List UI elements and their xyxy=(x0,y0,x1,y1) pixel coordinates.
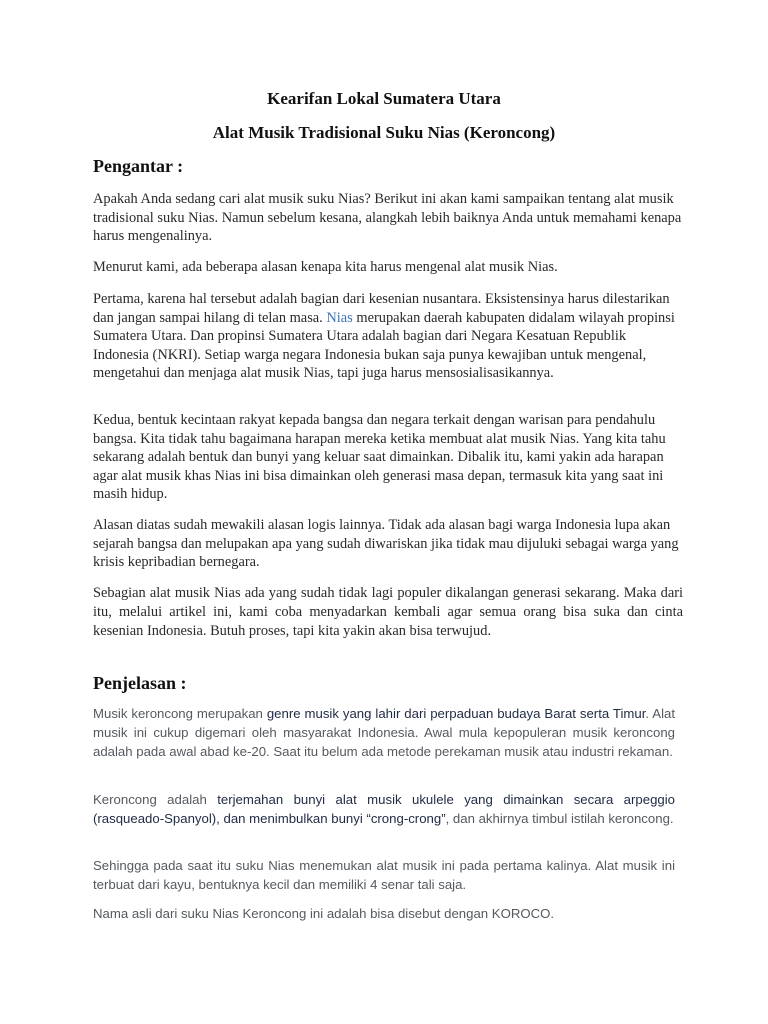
explain-paragraph-2-text-b: , dan akhirnya timbul istilah keroncong. xyxy=(445,811,674,826)
intro-paragraph-1: Apakah Anda sedang cari alat musik suku Nias? Berikut ini akan kami sampaikan tentang alat musik tradisional suku Nias. Namun sebelum kesana, alangkah lebih baiknya Anda untuk memahami kenapa harus mengenalinya. xyxy=(93,191,682,244)
intro-paragraph-6: Sebagian alat musik Nias ada yang sudah tidak lagi populer dikalangan generasi sekarang. Maka dari itu, melalui artikel ini, kami coba menyadarkan kembali agar semua orang bisa suka dan cinta kesenian Indonesia. Butuh proses, tapi kita yakin akan bisa terwujud. xyxy=(93,585,683,639)
document-subtitle: Alat Musik Tradisional Suku Nias (Keroncong) xyxy=(212,123,556,142)
explain-paragraph-2-emphasis: terjemahan bunyi alat musik ukulele yang dimainkan secara arpeggio (rasqueado-Spanyol), dan menimbulkan bunyi “crong-crong” xyxy=(93,792,676,826)
explain-paragraph-2-text-a: Keroncong adalah xyxy=(93,792,218,807)
explain-paragraph-1-text-a: Musik keroncong merupakan xyxy=(93,706,267,721)
explain-paragraph-1-text-b: . Alat musik ini cukup digemari oleh masyarakat Indonesia. Awal mula kepopuleran musik keroncong adalah pada awal abad ke-20. Saat itu belum ada metode perekaman musik atau industri rekaman. xyxy=(93,706,675,759)
nias-link[interactable]: Nias xyxy=(326,309,353,326)
explain-paragraph-2 xyxy=(93,790,675,828)
explain-paragraph-1-emphasis: genre musik yang lahir dari perpaduan budaya Barat serta Timur xyxy=(266,706,646,721)
intro-paragraph-2: Menurut kami, ada beberapa alasan kenapa kita harus mengenal alat musik Nias. xyxy=(93,259,558,275)
intro-paragraph-3 xyxy=(93,290,683,383)
section-heading-intro: Pengantar : xyxy=(93,156,184,176)
explain-paragraph-3: Sehingga pada saat itu suku Nias menemukan alat musik ini pada pertama kalinya. Alat musik ini terbuat dari kayu, bentuknya kecil dan memiliki 4 senar tali saja. xyxy=(93,858,675,892)
explain-paragraph-4: Nama asli dari suku Nias Keroncong ini adalah bisa disebut dengan KOROCO. xyxy=(93,906,555,921)
intro-paragraph-4: Kedua, bentuk kecintaan rakyat kepada bangsa dan negara terkait dengan warisan para pendahulu bangsa. Kita tidak tahu bagaimana harapan mereka ketika membuat alat musik Nias. Yang kita tahu sekarang adalah bentuk dan bunyi yang keluar saat dimainkan. Dibalik itu, kami yakin ada harapan agar alat musik khas Nias ini bisa dimainkan oleh generasi masa depan, termasuk kita yang saat ini masih hidup. xyxy=(93,412,666,502)
section-heading-explanation: Penjelasan : xyxy=(93,673,187,693)
intro-paragraph-5: Alasan diatas sudah mewakili alasan logis lainnya. Tidak ada alasan bagi warga Indonesia lupa akan sejarah bangsa dan melupakan apa yang sudah diwariskan jika tidak mau dijuluki sebagai warga yang krisis kepribadian bernegara. xyxy=(93,517,679,570)
intro-paragraph-3-text-b: merupakan daerah kabupaten didalam wilayah propinsi Sumatera Utara. Dan propinsi Sumatera Utara adalah bagian dari Negara Kesatuan Republik Indonesia (NKRI). Setiap warga negara Indonesia bukan saja punya kewajiban untuk mengenal, mengetahui dan menjaga alat musik Nias, tapi juga harus mensosialisasikannya. xyxy=(93,309,675,381)
explain-paragraph-1 xyxy=(93,704,675,761)
intro-paragraph-3-text-a: Pertama, karena hal tersebut adalah bagian dari kesenian nusantara. Eksistensinya harus dilestarikan dan jangan sampai hilang di telan masa. xyxy=(93,291,670,326)
document-title: Kearifan Lokal Sumatera Utara xyxy=(267,89,501,108)
